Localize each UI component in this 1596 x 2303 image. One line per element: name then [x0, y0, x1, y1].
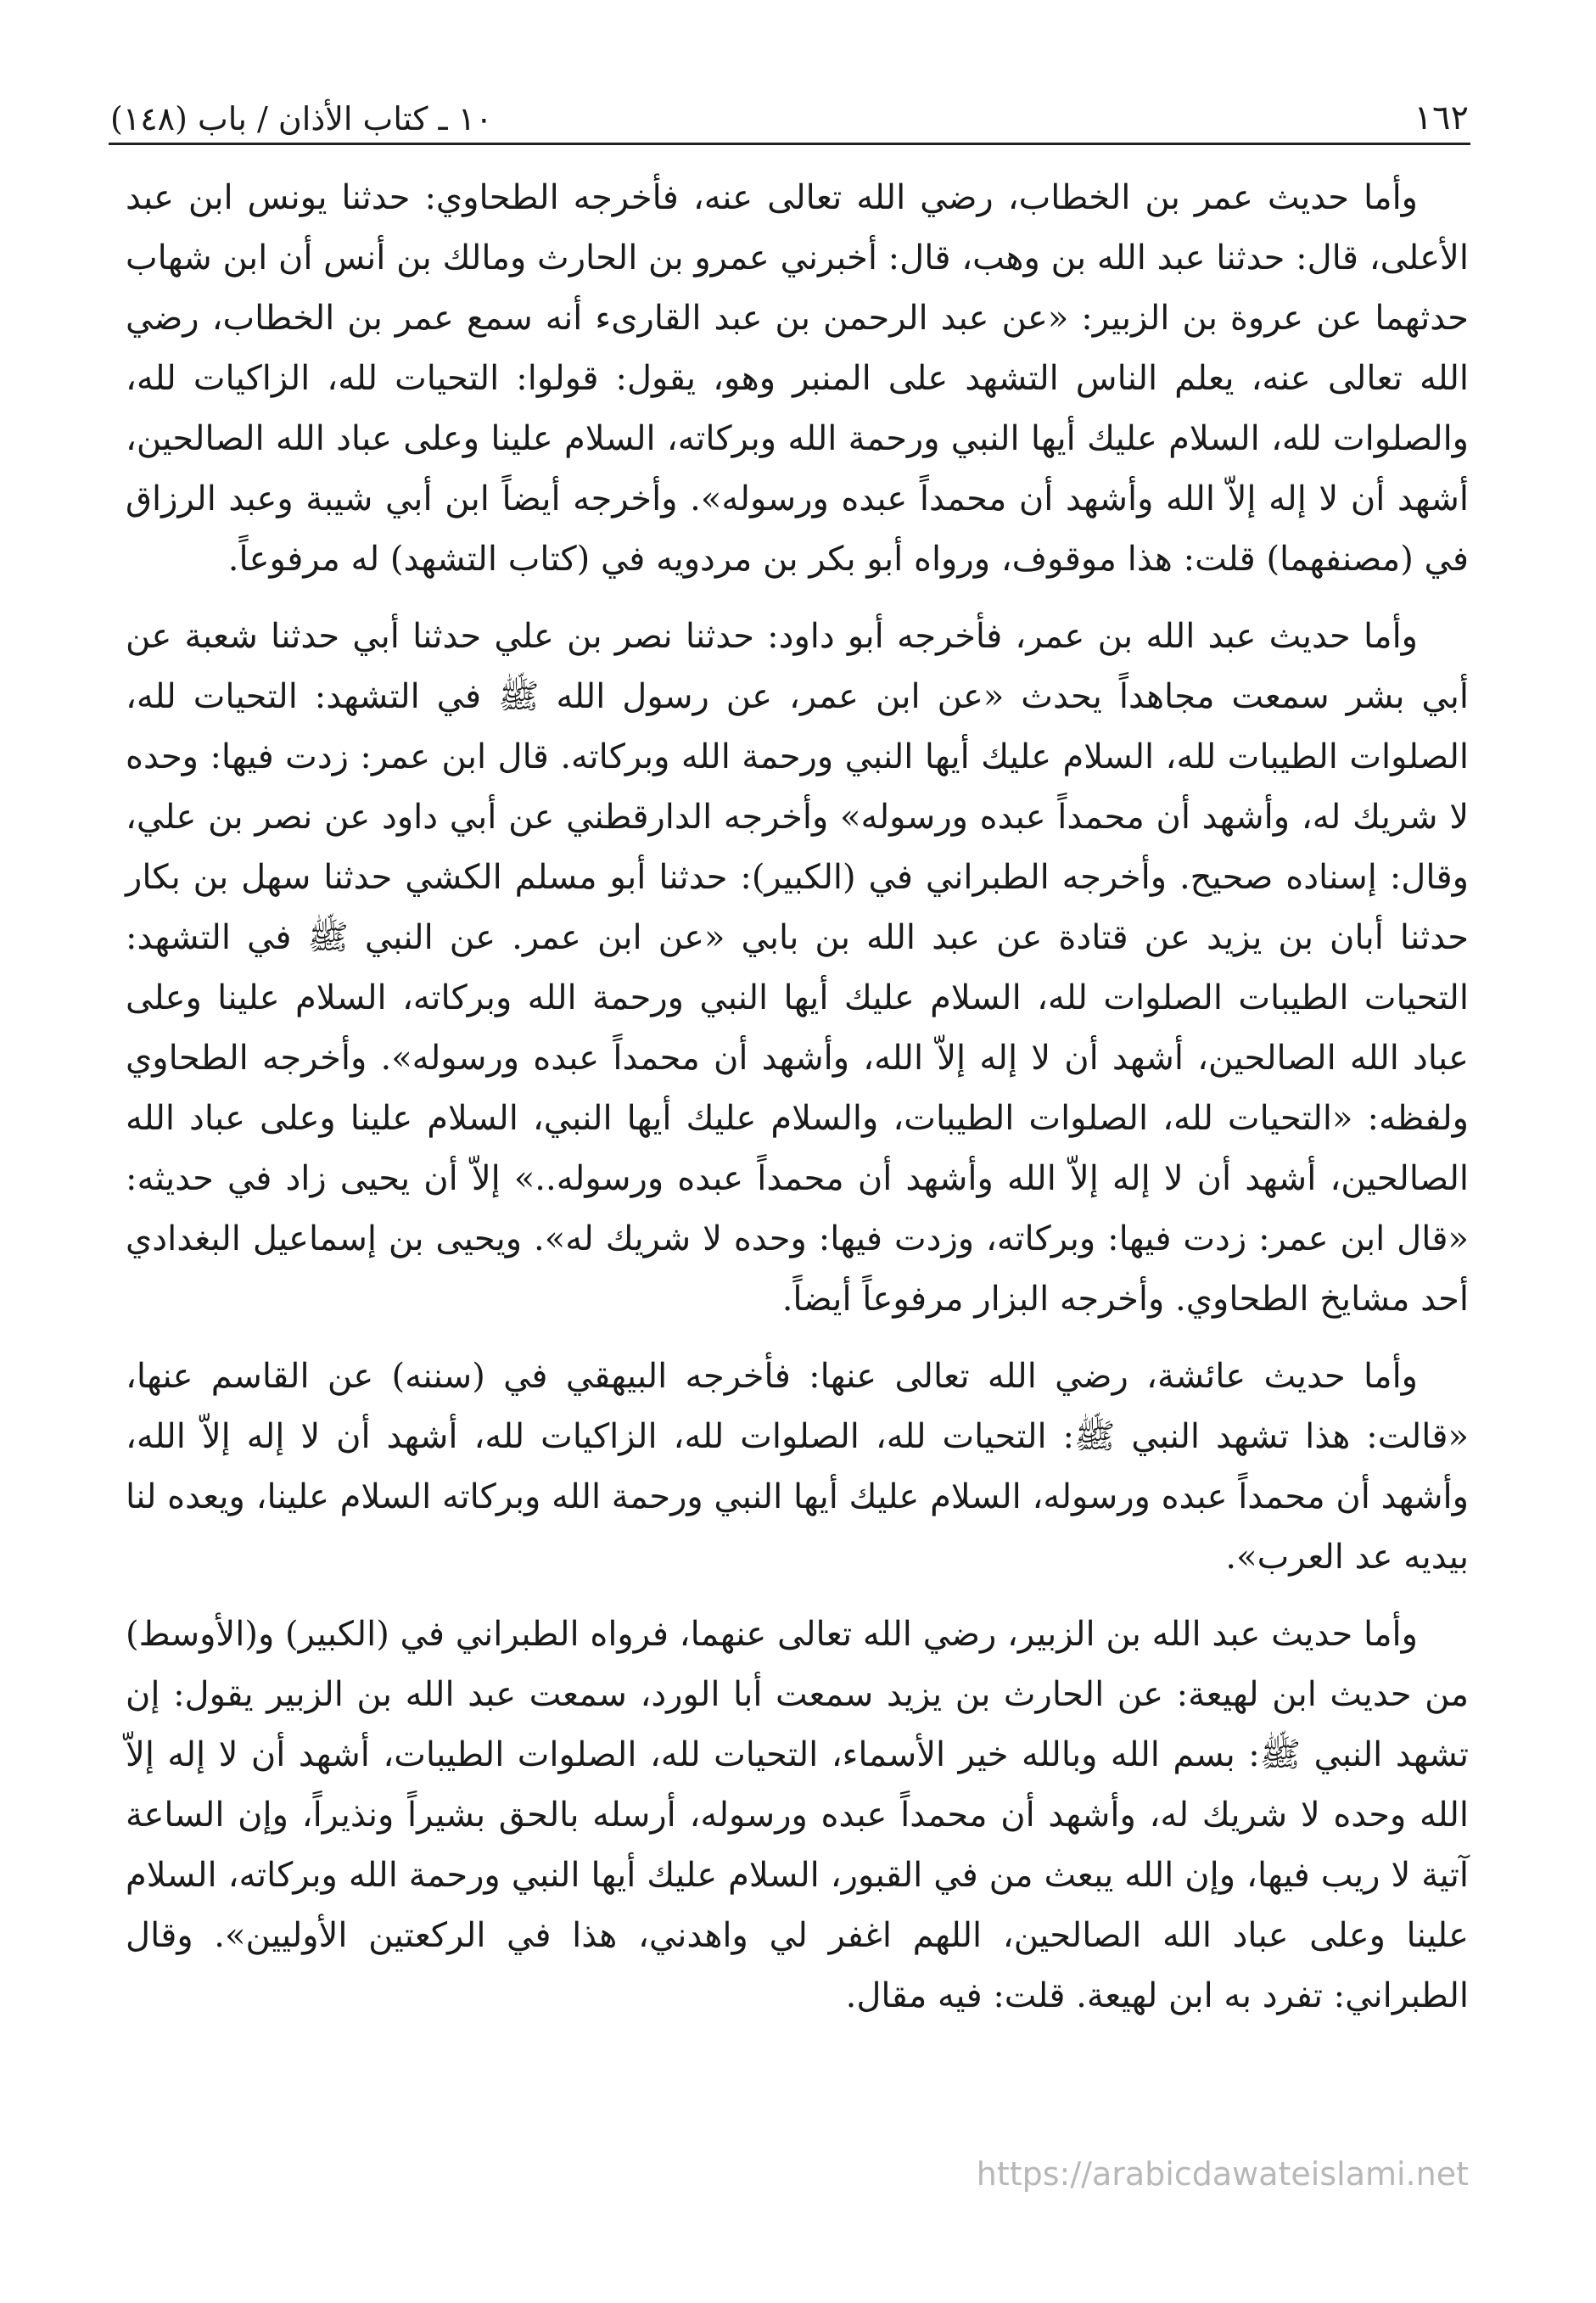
paragraph-aisha-hadith: وأما حديث عائشة، رضي الله تعالى عنها: فأخرجه البيهقي في (سننه) عن القاسم عنها، «قالت: هذا تشهد النبي ﷺ: التحيات لله، الصلوات لله، الزاكيات لله، أشهد أن لا إله إلاّ الله، وأشهد أن محمداً عبده ورسوله، السلام عليك أيها النبي ورحمة الله وبركاته السلام علينا، ويعده لنا بيديه عد العرب». — [126, 1357, 1469, 1577]
header-rule — [109, 143, 1470, 145]
running-title: ١٠ ـ كتاب الأذان / باب (١٤٨) — [110, 100, 493, 137]
page-header — [110, 78, 1469, 137]
paragraph-ibn-umar-hadith: وأما حديث عبد الله بن عمر، فأخرجه أبو داود: حدثنا نصر بن علي حدثنا أبي حدثنا شعبة عن أبي بشر سمعت مجاهداً يحدث «عن ابن عمر، عن رسول الله ﷺ في التشهد: التحيات لله، الصلوات الطيبات لله، السلام عليك أيها النبي ورحمة الله وبركاته. قال ابن عمر: زدت فيها: وحده لا شريك له، وأشهد أن محمداً عبده ورسوله» وأخرجه الدارقطني عن أبي داود عن نصر بن علي، وقال: إسناده صحيح. وأخرجه الطبراني في (الكبير): حدثنا أبو مسلم الكشي حدثنا سهل بن بكار حدثنا أبان بن يزيد عن قتادة عن عبد الله بن بابي «عن ابن عمر. عن النبي ﷺ في التشهد: التحيات الطيبات الصلوات لله، السلام عليك أيها النبي ورحمة الله وبركاته، السلام علينا وعلى عباد الله الصالحين، أشهد أن لا إله إلاّ الله، وأشهد أن محمداً عبده ورسوله». وأخرجه الطحاوي ولفظه: «التحيات لله، الصلوات الطيبات، والسلام عليك أيها النبي، السلام علينا وعلى عباد الله الصالحين، أشهد أن لا إله إلاّ الله وأشهد أن محمداً عبده ورسوله..» إلاّ أن يحيى زاد في حديثه: «قال ابن عمر: زدت فيها: وبركاته، وزدت فيها: وحده لا شريك له». ويحيى بن إسماعيل البغدادي أحد مشايخ الطحاوي. وأخرجه البزار مرفوعاً أيضاً. — [126, 617, 1469, 1319]
main-text — [126, 168, 1469, 2043]
page-number: ١٦٢ — [1414, 98, 1469, 137]
paragraph-ibn-zubayr-hadith: وأما حديث عبد الله بن الزبير، رضي الله تعالى عنهما، فرواه الطبراني في (الكبير) و(الأوسط) من حديث ابن لهيعة: عن الحارث بن يزيد سمعت أبا الورد، سمعت عبد الله بن الزبير يقول: إن تشهد النبي ﷺ: بسم الله وبالله خير الأسماء، التحيات لله، الصلوات الطيبات، أشهد أن لا إله إلاّ الله وحده لا شريك له، وأشهد أن محمداً عبده ورسوله، أرسله بالحق بشيراً ونذيراً، وإن الساعة آتية لا ريب فيها، وإن الله يبعث من في القبور، السلام عليك أيها النبي ورحمة الله وبركاته، السلام علينا وعلى عباد الله الصالحين، اللهم اغفر لي واهدني، هذا في الركعتين الأوليين». وقال الطبراني: تفرد به ابن لهيعة. قلت: فيه مقال. — [126, 1615, 1470, 2015]
paragraph-umar-hadith: وأما حديث عمر بن الخطاب، رضي الله تعالى عنه، فأخرجه الطحاوي: حدثنا يونس ابن عبد الأعلى، قال: حدثنا عبد الله بن وهب، قال: أخبرني عمرو بن الحارث ومالك بن أنس أن ابن شهاب حدثهما عن عروة بن الزبير: «عن عبد الرحمن بن عبد القارىء أنه سمع عمر بن الخطاب، رضي الله تعالى عنه، يعلم الناس التشهد على المنبر وهو، يقول: قولوا: التحيات لله، الزاكيات لله، والصلوات لله، السلام عليك أيها النبي ورحمة الله وبركاته، السلام علينا وعلى عباد الله الصالحين، أشهد أن لا إله إلاّ الله وأشهد أن محمداً عبده ورسوله». وأخرجه أيضاً ابن أبي شيبة وعبد الرزاق في (مصنفهما) قلت: هذا موقوف، ورواه أبو بكر بن مردويه في (كتاب التشهد) له مرفوعاً. — [126, 178, 1469, 579]
watermark-url: https://arabicdawateislami.net — [976, 2155, 1469, 2193]
